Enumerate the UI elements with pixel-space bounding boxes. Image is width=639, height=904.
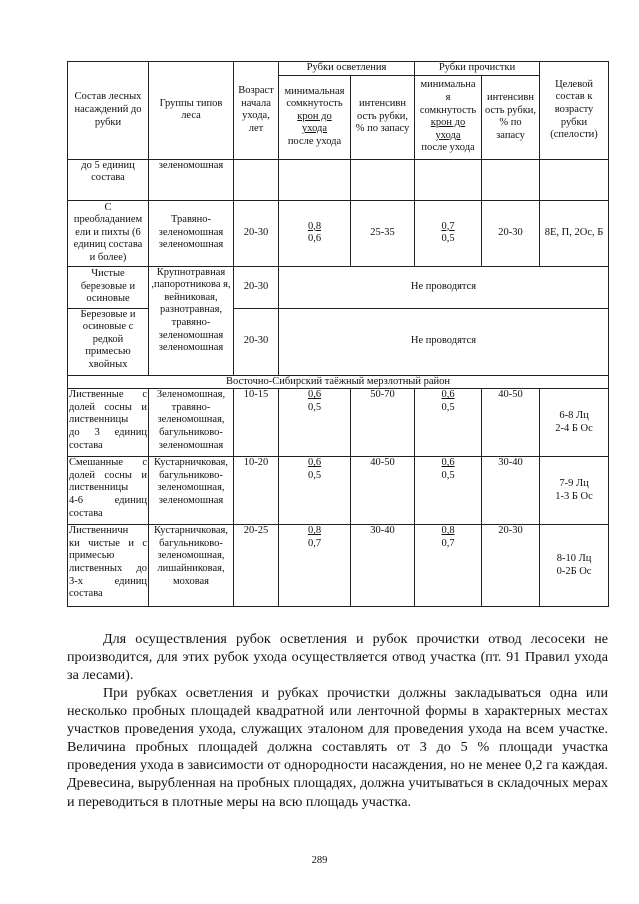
header-text: ухода: [435, 129, 461, 141]
region-heading: Восточно-Сибирский таёжный мерзлотный район: [68, 375, 609, 389]
cell-intensity: 50-70: [351, 389, 415, 457]
cell-start-age: 10-20: [234, 457, 279, 525]
header-text: я: [445, 91, 451, 103]
header-text: сомкнутость: [419, 104, 477, 116]
cell-forest-types: Кустарничковая, багульниково-зеленомошная, зеленомошная: [149, 457, 234, 525]
density-before: 0,6: [441, 457, 455, 469]
cell-composition: [68, 525, 149, 607]
paragraph-sample-plots: При рубках осветления и рубках прочистки должны закладываться одна или несколько пробных площадей квадратной или ленточной формы в характерных местах участков проведения ухода, служащих эталоном для проведения ухода на всем участке. Величина пробных площадей должна составлять от 3 до 5 % площади участка проведения ухода в зависимости от однородности насаждения, но не менее 0,2 га каждая. Древесина, вырубленная на пробных площадях, должна учитываться в складочных мерах и переводиться в плотные меры на всю площадь участка.: [67, 685, 608, 810]
page-number: 289: [311, 855, 328, 866]
table-row: [68, 200, 609, 266]
cell-intensity: 30-40: [351, 525, 415, 607]
density-after: 0,5: [441, 469, 455, 481]
cell-start-age: 10-15: [234, 389, 279, 457]
density-before: 0,7: [441, 220, 455, 232]
cell-intensity: 30-40: [482, 457, 540, 525]
cell-target-composition: [540, 525, 609, 607]
cell-composition: [68, 389, 149, 457]
cell-start-age: 20-30: [234, 266, 279, 308]
paragraph-plot-allocation: Для осуществления рубок осветления и рубок прочистки отвод лесосеки не производится, для этих рубок ухода осуществляется отвод участка (пт. 91 Правил ухода за лесами).: [67, 631, 608, 684]
header-cleaning-group: Рубки прочистки: [415, 62, 540, 76]
forest-care-table: [67, 61, 609, 607]
cell-min-density: [279, 525, 351, 607]
header-intensity-cleaning: интенсивн ость рубки, % по запасу: [482, 75, 540, 159]
density-after: 0,5: [307, 401, 322, 413]
cell-target-composition: 8Е, П, 2Ос, Б: [540, 200, 609, 266]
cell-empty: [540, 159, 609, 200]
target-line: 8-10 Лц: [556, 553, 592, 565]
table-region-row: [68, 375, 609, 389]
composition-line: лиственницы: [69, 414, 129, 426]
density-after: 0,5: [307, 469, 322, 481]
cell-min-density: [415, 457, 482, 525]
cell-empty: [482, 159, 540, 200]
composition-line: 4-6 единиц: [69, 494, 147, 506]
composition-line: долей сосны и: [69, 401, 147, 413]
composition-line: состава: [69, 507, 103, 519]
cell-forest-types: Кустарничковая, багульниково-зеленомошная, лишайниковая, моховая: [149, 525, 234, 607]
density-after: 0,7: [307, 537, 322, 549]
header-text: сомкнутость: [286, 98, 343, 110]
density-after: 0,5: [441, 401, 455, 413]
composition-line: 3-х единиц: [69, 575, 147, 587]
cell-forest-types: зеленомошная: [149, 159, 234, 200]
cell-start-age: 20-30: [234, 308, 279, 375]
cell-min-density: [279, 457, 351, 525]
composition-line: Смешанные с: [69, 457, 147, 469]
target-line: 0-2Б Ос: [556, 565, 592, 577]
cell-target-composition: [540, 457, 609, 525]
cell-composition: С преобладанием ели и пихты (6 единиц состава и более): [68, 200, 149, 266]
target-line: 7-9 Лц: [559, 478, 589, 490]
density-after: 0,7: [441, 537, 455, 549]
cell-composition: Березовые и осиновые с редкой примесью хвойных: [68, 308, 149, 375]
cell-intensity: 40-50: [351, 457, 415, 525]
target-line: 1-3 Б Ос: [555, 490, 593, 502]
cell-empty: [351, 159, 415, 200]
cell-empty: [279, 159, 351, 200]
cell-empty: [234, 159, 279, 200]
header-start-age: Возраст начала ухода, лет: [234, 62, 279, 160]
table-row: [68, 266, 609, 308]
density-before: 0,8: [307, 220, 322, 232]
cell-min-density: [415, 389, 482, 457]
cell-target-composition: [540, 389, 609, 457]
composition-line: долей сосны и: [69, 469, 147, 481]
cell-empty: [415, 159, 482, 200]
composition-line: состава: [69, 439, 103, 451]
cell-start-age: 20-25: [234, 525, 279, 607]
target-line: 2-4 Б Ос: [555, 422, 593, 434]
cell-intensity: 40-50: [482, 389, 540, 457]
cell-forest-types: Травяно-зеленомошная зеленомошная: [149, 200, 234, 266]
header-min-density-lightening: [279, 75, 351, 159]
cell-composition: до 5 единиц состава: [68, 159, 149, 200]
target-line: 6-8 Лц: [559, 410, 589, 422]
header-intensity-lightening: интенсивн ость рубки, % по запасу: [351, 75, 415, 159]
header-composition: Состав лесных насаждений до рубки: [68, 62, 149, 160]
header-target-composition: Целевой состав к возрасту рубки (спелости): [540, 62, 609, 160]
cell-intensity: 25-35: [351, 200, 415, 266]
table-row: [68, 159, 609, 200]
density-before: 0,8: [441, 525, 455, 537]
cell-composition: Чистые березовые и осиновые: [68, 266, 149, 308]
header-text: крон до: [297, 110, 332, 122]
header-lightening-group: Рубки осветления: [279, 62, 415, 76]
table-row: [68, 457, 609, 525]
composition-line: до 3 единиц: [69, 426, 147, 438]
cell-min-density: [415, 525, 482, 607]
density-after: 0,6: [307, 233, 322, 245]
header-min-density-cleaning: [415, 75, 482, 159]
cell-min-density: [279, 389, 351, 457]
header-text: минимальная: [284, 85, 345, 97]
header-text: крон до: [430, 117, 466, 129]
composition-line: примесью: [69, 550, 115, 562]
header-text: после ухода: [287, 135, 342, 147]
header-text: после ухода: [421, 142, 475, 154]
cell-intensity: 20-30: [482, 525, 540, 607]
header-text: минимальна: [420, 79, 476, 91]
density-before: 0,8: [307, 525, 322, 537]
header-forest-type-groups: Группы типов леса: [149, 62, 234, 160]
composition-line: лиственных до: [69, 562, 147, 574]
cell-composition: [68, 457, 149, 525]
composition-line: состава: [69, 588, 103, 600]
cell-min-density: [279, 200, 351, 266]
table-row: [68, 525, 609, 607]
density-after: 0,5: [441, 233, 455, 245]
header-text: ухода: [301, 123, 328, 135]
cell-forest-types: Крупнотравная ,папоротникова я, вейниковая, разнотравная, травяно-зеленомошная зеленомошная: [149, 266, 234, 375]
cell-not-performed: Не проводятся: [279, 308, 609, 375]
composition-line: Лиственничн: [69, 525, 129, 537]
density-before: 0,6: [441, 389, 455, 401]
composition-line: лиственницы: [69, 482, 129, 494]
density-before: 0,6: [307, 389, 322, 401]
cell-forest-types: Зеленомошная, травяно-зеленомошная, багульниково-зеленомошная: [149, 389, 234, 457]
density-before: 0,6: [307, 457, 322, 469]
cell-start-age: 20-30: [234, 200, 279, 266]
cell-min-density: [415, 200, 482, 266]
composition-line: Лиственные с: [69, 389, 147, 401]
cell-intensity: 20-30: [482, 200, 540, 266]
cell-not-performed: Не проводятся: [279, 266, 609, 308]
table-row: [68, 389, 609, 457]
composition-line: ки чистые и с: [69, 537, 147, 549]
